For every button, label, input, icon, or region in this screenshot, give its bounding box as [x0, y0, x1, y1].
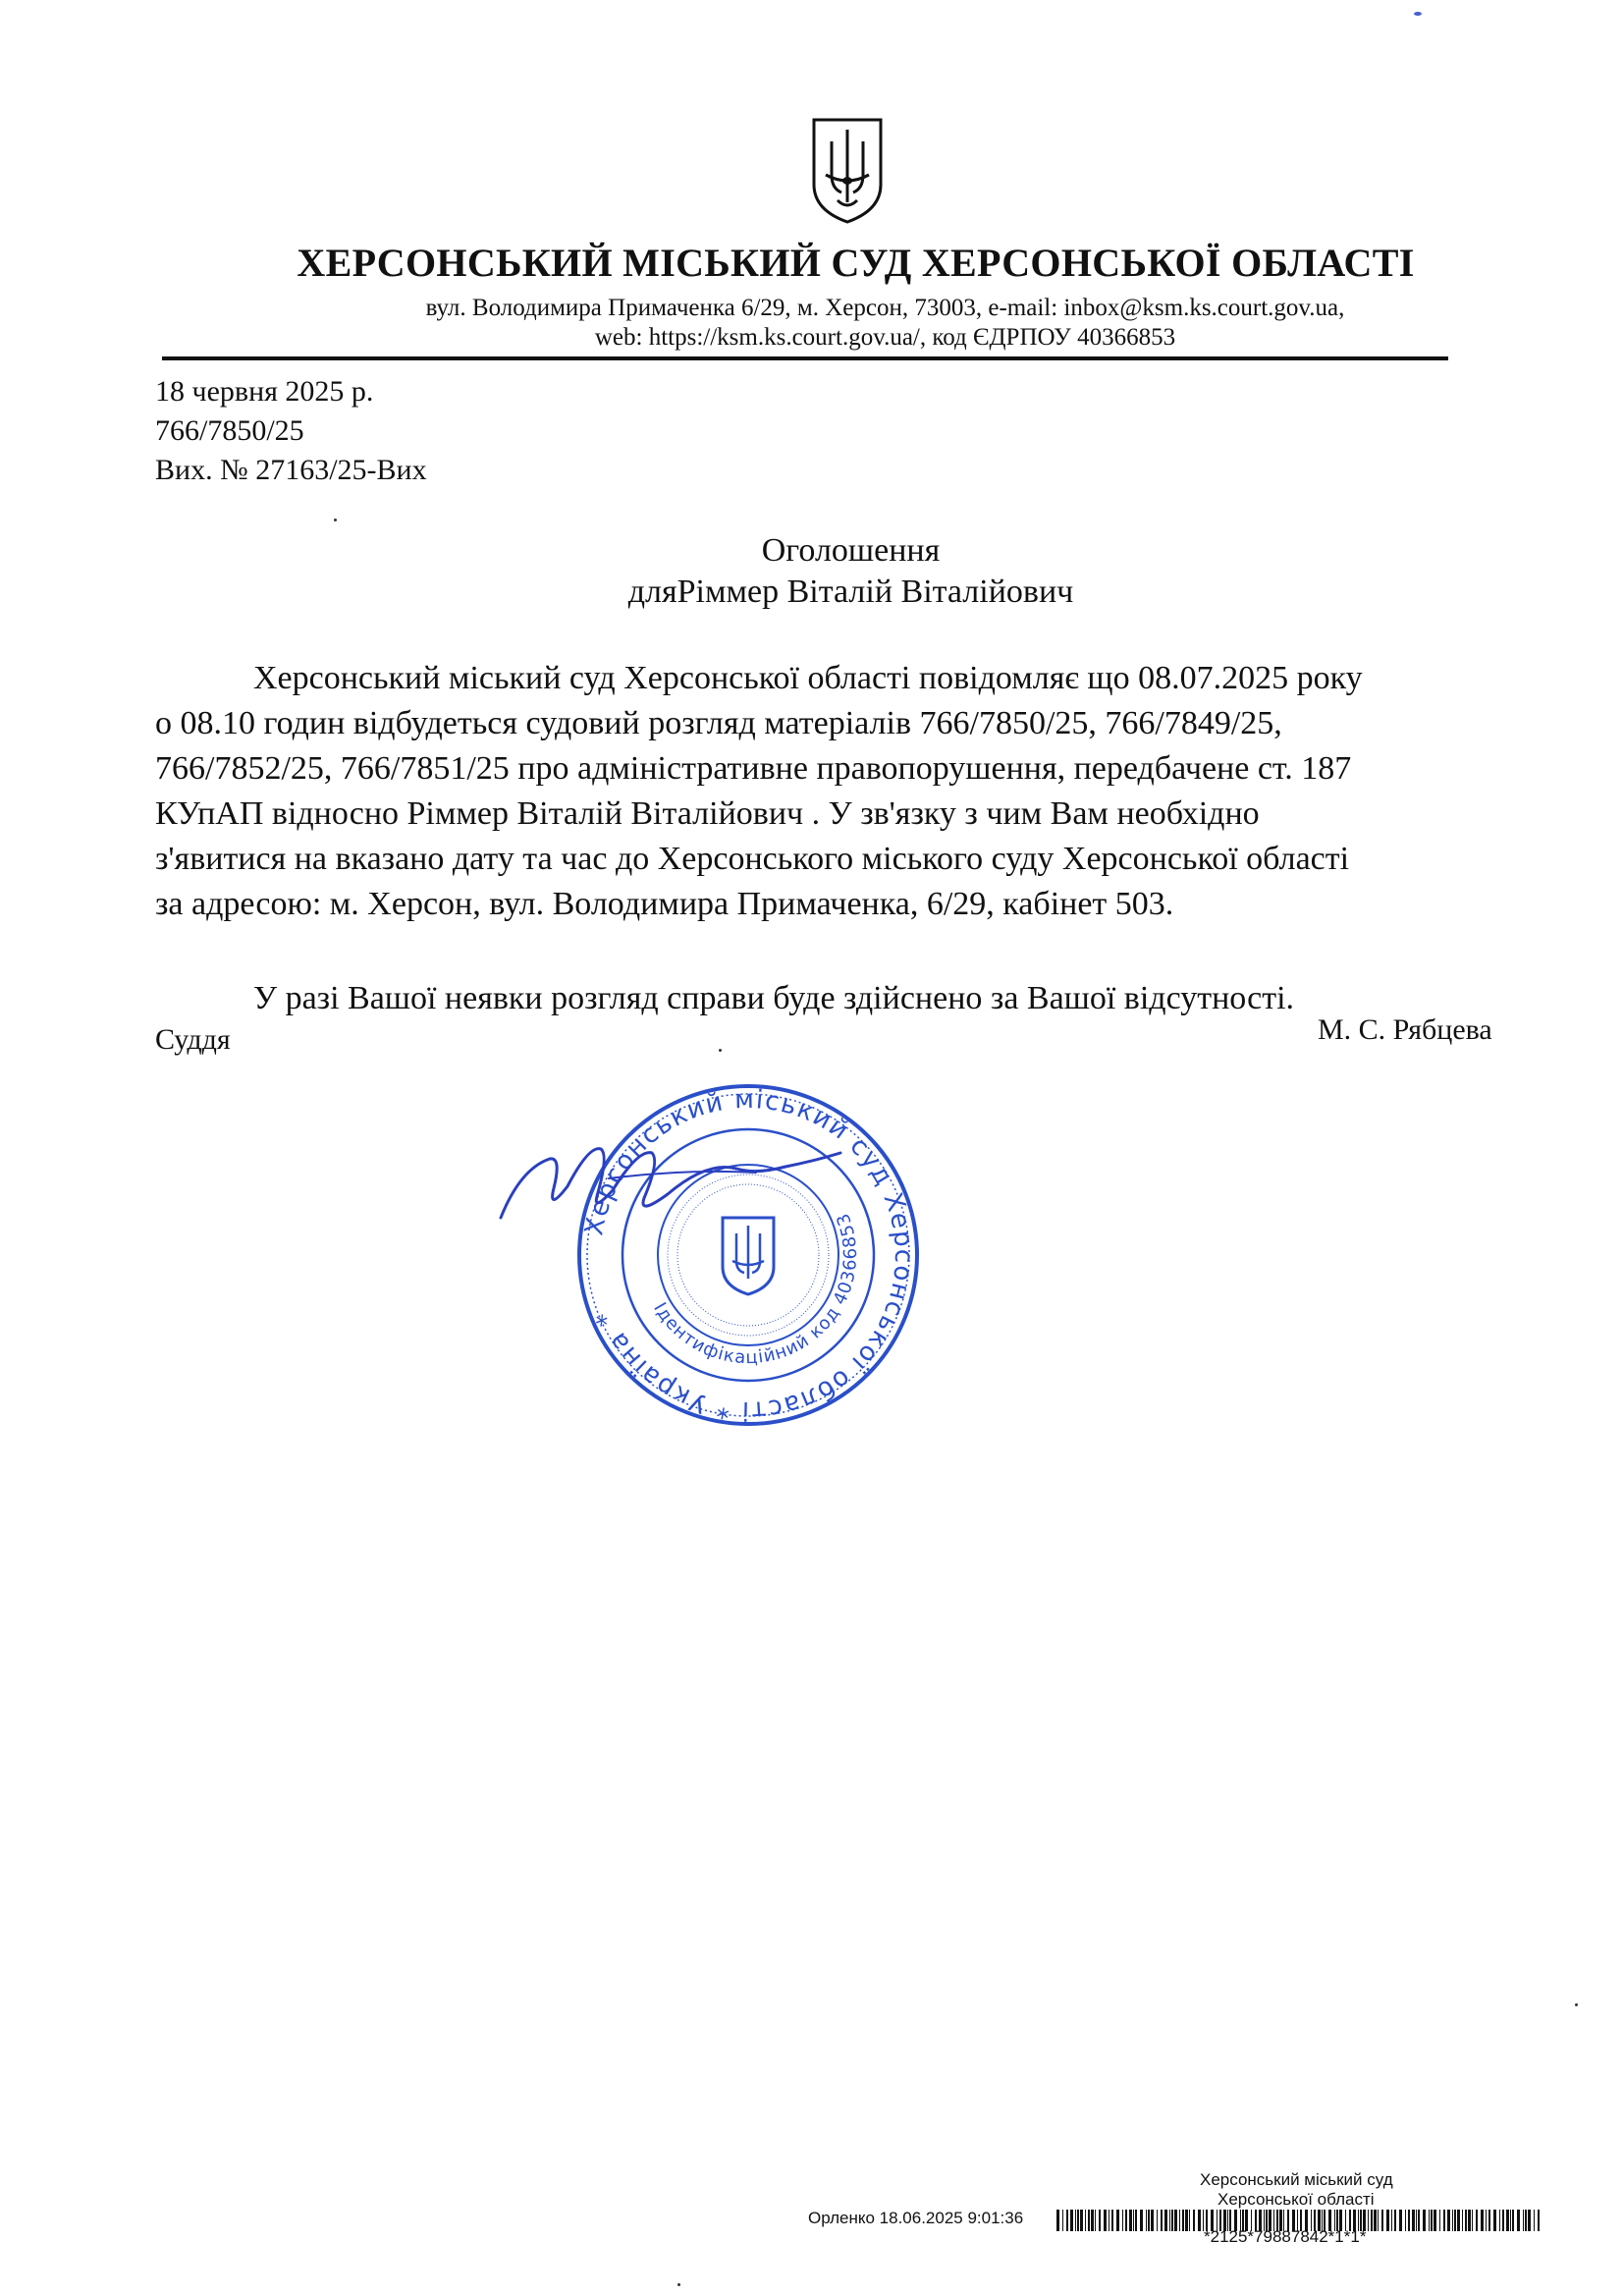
barcode-bar — [1434, 2210, 1436, 2231]
outgoing-number: Вих. № 27163/25-Вих — [155, 454, 427, 486]
barcode-bar — [1151, 2210, 1154, 2231]
barcode-bar — [1075, 2210, 1076, 2231]
barcode-bar — [1070, 2210, 1073, 2231]
barcode-bar — [1193, 2210, 1195, 2231]
barcode-bar — [1499, 2210, 1500, 2231]
barcode-bar — [1468, 2210, 1471, 2231]
barcode-bar — [1368, 2210, 1369, 2231]
footer-court-name: Херсонський міський суд — [1200, 2170, 1393, 2189]
barcode-bar — [1510, 2210, 1511, 2231]
barcode-bar — [1169, 2210, 1170, 2231]
scan-mark — [1575, 2003, 1578, 2006]
barcode-bar — [1454, 2210, 1456, 2231]
barcode-bar — [1091, 2210, 1094, 2231]
barcode-text: *2125*79887842*1*1* — [1204, 2227, 1367, 2246]
barcode-bar — [1080, 2210, 1083, 2231]
barcode-bar — [1062, 2210, 1063, 2231]
barcode-bar — [1374, 2210, 1377, 2231]
barcode-bar — [1439, 2210, 1440, 2231]
footer-court-region: Херсонської області — [1217, 2190, 1375, 2209]
scan-mark — [334, 519, 337, 521]
scan-mark — [719, 1049, 722, 1052]
barcode-bar — [1423, 2210, 1426, 2231]
court-address: вул. Володимира Примаченка 6/29, м. Херсон, 73003, e-mail: inbox@ksm.ks.court.gov.ua, — [425, 295, 1345, 321]
barcode-bar — [1171, 2210, 1173, 2231]
document-date: 18 червня 2025 р. — [155, 375, 374, 408]
body-line: Херсонський міський суд Херсонської області повідомляє що 08.07.2025 року — [253, 660, 1363, 696]
judge-title: Суддя — [155, 1023, 231, 1056]
barcode-bar — [1512, 2210, 1514, 2231]
barcode-bar — [1405, 2210, 1406, 2231]
barcode-bar — [1391, 2210, 1392, 2231]
barcode-bar — [1412, 2210, 1415, 2231]
barcode-bar — [1399, 2210, 1402, 2231]
barcode-bar — [1133, 2210, 1134, 2231]
barcode-bar — [1095, 2210, 1096, 2231]
barcode-bar — [1129, 2210, 1132, 2231]
barcode-bar — [1476, 2210, 1478, 2231]
barcode-bar — [1408, 2210, 1410, 2231]
barcode-bar — [1457, 2210, 1460, 2231]
barcode-bar — [1523, 2210, 1524, 2231]
barcode-bar — [1381, 2210, 1383, 2231]
barcode-bar — [1502, 2210, 1504, 2231]
barcode-bar — [1161, 2210, 1163, 2231]
barcode-bar — [1493, 2210, 1496, 2231]
scan-mark — [1414, 12, 1422, 16]
barcode-bar — [1116, 2210, 1119, 2231]
barcode-bar — [1418, 2210, 1420, 2231]
body-line: з'явитися на вказано дату та час до Херсонського міського суду Херсонської області — [155, 841, 1350, 877]
case-number: 766/7850/25 — [155, 414, 304, 447]
barcode-bar — [1416, 2210, 1417, 2231]
judge-signature-icon — [491, 1110, 903, 1247]
barcode-bar — [1135, 2210, 1137, 2231]
court-name: ХЕРСОНСЬКИЙ МІСЬКИЙ СУД ХЕРСОНСЬКОЇ ОБЛАСТІ — [297, 241, 1415, 285]
barcode-bar — [1164, 2210, 1167, 2231]
stamp-inner-text: Ідентифікаційний код 40366853 — [649, 1209, 862, 1369]
barcode-bar — [1462, 2210, 1463, 2231]
barcode-bar — [1472, 2210, 1473, 2231]
barcode-bar — [1189, 2210, 1190, 2231]
body-line: У разі Вашої неявки розгляд справи буде здійснено за Вашої відсутності. — [253, 980, 1295, 1016]
header-divider — [162, 356, 1448, 360]
barcode-bar — [1538, 2210, 1540, 2231]
barcode-bar — [1506, 2210, 1509, 2231]
barcode-bar — [1198, 2210, 1201, 2231]
barcode-bar — [1085, 2210, 1086, 2231]
body-line: за адресою: м. Херсон, вул. Володимира Примаченка, 6/29, кабінет 503. — [155, 886, 1174, 922]
barcode-bar — [1486, 2210, 1487, 2231]
barcode-bar — [1452, 2210, 1453, 2231]
barcode-bar — [1077, 2210, 1079, 2231]
barcode-bar — [1125, 2210, 1127, 2231]
footer-registrar-timestamp: Орленко 18.06.2025 9:01:36 — [808, 2209, 1024, 2227]
barcode-bar — [1174, 2210, 1177, 2231]
announcement-title: Оголошення — [761, 532, 941, 569]
barcode-bar — [1488, 2210, 1490, 2231]
barcode-bar — [1066, 2210, 1068, 2231]
trident-emblem-icon — [808, 116, 887, 226]
barcode-bar — [1157, 2210, 1158, 2231]
barcode-bar — [1182, 2210, 1184, 2231]
court-web-and-code: web: https://ksm.ks.court.gov.ua/, код ЄДРПОУ 40366853 — [594, 324, 1176, 351]
barcode-bar — [1528, 2210, 1531, 2231]
barcode-bar — [1185, 2210, 1188, 2231]
barcode-bar — [1394, 2210, 1396, 2231]
barcode-bar — [1371, 2210, 1373, 2231]
stamp-outer-text: Херсонський міський суд Херсонської області * Україна * — [579, 1084, 919, 1426]
barcode-bar — [1481, 2210, 1484, 2231]
barcode-bar — [1104, 2210, 1107, 2231]
barcode-bar — [1140, 2210, 1143, 2231]
barcode-bar — [1378, 2210, 1379, 2231]
barcode-bar — [1465, 2210, 1467, 2231]
barcode-bar — [1056, 2210, 1059, 2231]
barcode-bar — [1429, 2210, 1430, 2231]
barcode-bar — [1148, 2210, 1150, 2231]
body-line: о 08.10 годин відбудеться судовий розгляд матеріалів 766/7850/25, 766/7849/25, — [155, 705, 1282, 741]
barcode-bar — [1443, 2210, 1445, 2231]
barcode-bar — [1099, 2210, 1101, 2231]
barcode-bar — [1088, 2210, 1090, 2231]
body-line: КУпАП відносно Ріммер Віталій Віталійович . У зв'язку з чим Вам необхідно — [155, 795, 1260, 832]
barcode-bar — [1447, 2210, 1450, 2231]
barcode-bar — [1122, 2210, 1123, 2231]
body-line: 766/7852/25, 766/7851/25 про адміністративне правопорушення, передбачене ст. 187 — [155, 750, 1352, 787]
barcode-bar — [1179, 2210, 1180, 2231]
barcode-bar — [1534, 2210, 1535, 2231]
barcode-bar — [1146, 2210, 1147, 2231]
barcode-bar — [1525, 2210, 1527, 2231]
barcode-bar — [1517, 2210, 1520, 2231]
announcement-recipient: дляРіммер Віталій Віталійович — [627, 574, 1074, 610]
scan-mark — [677, 2283, 680, 2286]
barcode-bar — [1111, 2210, 1113, 2231]
barcode-bar — [1386, 2210, 1389, 2231]
barcode-bar — [1431, 2210, 1433, 2231]
judge-name: М. С. Рябцева — [1318, 1013, 1492, 1046]
